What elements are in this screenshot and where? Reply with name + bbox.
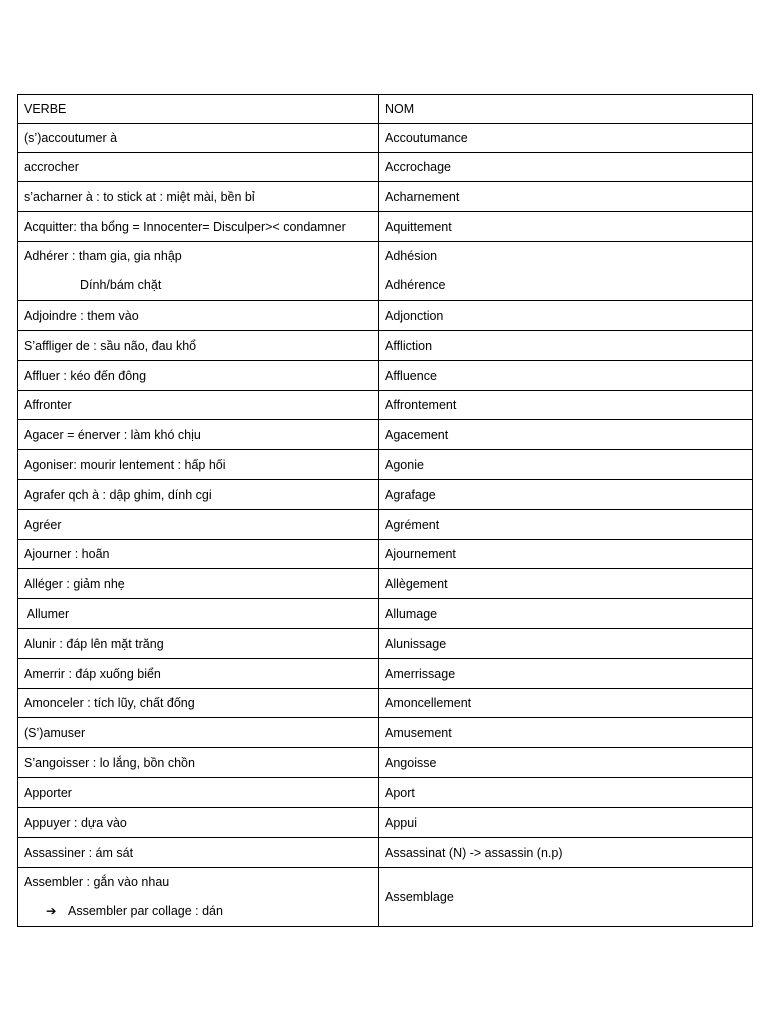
noun-cell: Allumage bbox=[379, 599, 753, 629]
table-row bbox=[18, 868, 753, 927]
noun-cell: Affliction bbox=[379, 331, 753, 361]
table-row bbox=[18, 808, 753, 838]
noun-cell: Alunissage bbox=[379, 629, 753, 659]
noun-cell: Aport bbox=[379, 778, 753, 808]
table-row bbox=[18, 510, 753, 540]
noun-subtext: Adhérence bbox=[385, 278, 446, 292]
verb-cell: Amonceler : tích lũy, chất đống bbox=[18, 689, 379, 718]
verb-text: Adhérer : tham gia, gia nhập bbox=[24, 249, 182, 263]
verb-cell: accrocher bbox=[18, 153, 379, 182]
noun-cell bbox=[379, 868, 753, 927]
verb-cell: Assassiner : ám sát bbox=[18, 838, 379, 868]
table-row bbox=[18, 242, 753, 301]
verb-cell: Affluer : kéo đến đông bbox=[18, 361, 379, 391]
noun-cell: Ajournement bbox=[379, 540, 753, 569]
table-row bbox=[18, 718, 753, 748]
table-row bbox=[18, 838, 753, 868]
noun-cell bbox=[379, 242, 753, 301]
vocabulary-table bbox=[17, 94, 753, 927]
table-row bbox=[18, 331, 753, 361]
noun-cell: Agrément bbox=[379, 510, 753, 540]
header-verb: VERBE bbox=[18, 95, 379, 124]
verb-cell: Ajourner : hoãn bbox=[18, 540, 379, 569]
verb-sub-line bbox=[24, 897, 372, 926]
table-row bbox=[18, 540, 753, 569]
table-row bbox=[18, 301, 753, 331]
verb-text: Assembler : gắn vào nhau bbox=[24, 875, 170, 889]
table-row bbox=[18, 629, 753, 659]
noun-cell: Angoisse bbox=[379, 748, 753, 778]
noun-cell: Agrafage bbox=[379, 480, 753, 510]
verb-cell: Apporter bbox=[18, 778, 379, 808]
table-row bbox=[18, 450, 753, 480]
verb-cell: Alléger : giảm nhẹ bbox=[18, 569, 379, 599]
table-row bbox=[18, 748, 753, 778]
table-row bbox=[18, 599, 753, 629]
table-row bbox=[18, 659, 753, 689]
noun-cell: Affrontement bbox=[379, 391, 753, 420]
noun-cell: Aquittement bbox=[379, 212, 753, 242]
verb-cell: Agacer = énerver : làm khó chịu bbox=[18, 420, 379, 450]
noun-cell: Allègement bbox=[379, 569, 753, 599]
noun-cell: Agacement bbox=[379, 420, 753, 450]
verb-cell: s’acharner à : to stick at : miệt mài, bền bỉ bbox=[18, 182, 379, 212]
table-row bbox=[18, 391, 753, 420]
verb-cell: S’affliger de : sầu não, đau khổ bbox=[18, 331, 379, 361]
noun-cell: Assassinat (N) -> assassin (n.p) bbox=[379, 838, 753, 868]
table-row bbox=[18, 689, 753, 718]
verb-cell: Agoniser: mourir lentement : hấp hối bbox=[18, 450, 379, 480]
table-row bbox=[18, 182, 753, 212]
table-row bbox=[18, 480, 753, 510]
verb-cell: (s’)accoutumer à bbox=[18, 124, 379, 153]
verb-cell: (S’)amuser bbox=[18, 718, 379, 748]
verb-cell: Agrafer qch à : dập ghim, dính cgi bbox=[18, 480, 379, 510]
table-row bbox=[18, 212, 753, 242]
verb-cell: Alunir : đáp lên mặt trăng bbox=[18, 629, 379, 659]
verb-cell bbox=[18, 242, 379, 301]
verb-cell: Acquitter: tha bổng = Innocenter= Disculper>< condamner bbox=[18, 212, 379, 242]
noun-cell: Affluence bbox=[379, 361, 753, 391]
verb-cell: S’angoisser : lo lắng, bồn chồn bbox=[18, 748, 379, 778]
noun-text: Assemblage bbox=[385, 889, 454, 904]
noun-cell: Agonie bbox=[379, 450, 753, 480]
table-row bbox=[18, 153, 753, 182]
arrow-right-icon: ➔ bbox=[46, 904, 57, 918]
noun-cell: Amoncellement bbox=[379, 689, 753, 718]
verb-cell: Agréer bbox=[18, 510, 379, 540]
noun-text: Adhésion bbox=[385, 249, 438, 263]
noun-cell: Acharnement bbox=[379, 182, 753, 212]
header-noun: NOM bbox=[379, 95, 753, 124]
table-row bbox=[18, 420, 753, 450]
table-row bbox=[18, 778, 753, 808]
table-header-row bbox=[18, 95, 753, 124]
table-row bbox=[18, 361, 753, 391]
noun-cell: Accrochage bbox=[379, 153, 753, 182]
verb-subtext: Dính/bám chặt bbox=[80, 278, 162, 292]
table-row bbox=[18, 124, 753, 153]
table-row bbox=[18, 569, 753, 599]
verb-cell: Affronter bbox=[18, 391, 379, 420]
verb-cell: Allumer bbox=[18, 599, 379, 629]
noun-cell: Adjonction bbox=[379, 301, 753, 331]
verb-subtext: Assembler par collage : dán bbox=[68, 904, 223, 918]
noun-cell: Amusement bbox=[379, 718, 753, 748]
noun-cell: Amerrissage bbox=[379, 659, 753, 689]
noun-cell: Appui bbox=[379, 808, 753, 838]
noun-cell: Accoutumance bbox=[379, 124, 753, 153]
verb-cell: Appuyer : dựa vào bbox=[18, 808, 379, 838]
verb-cell bbox=[18, 868, 379, 927]
verb-cell: Adjoindre : them vào bbox=[18, 301, 379, 331]
verb-cell: Amerrir : đáp xuống biển bbox=[18, 659, 379, 689]
